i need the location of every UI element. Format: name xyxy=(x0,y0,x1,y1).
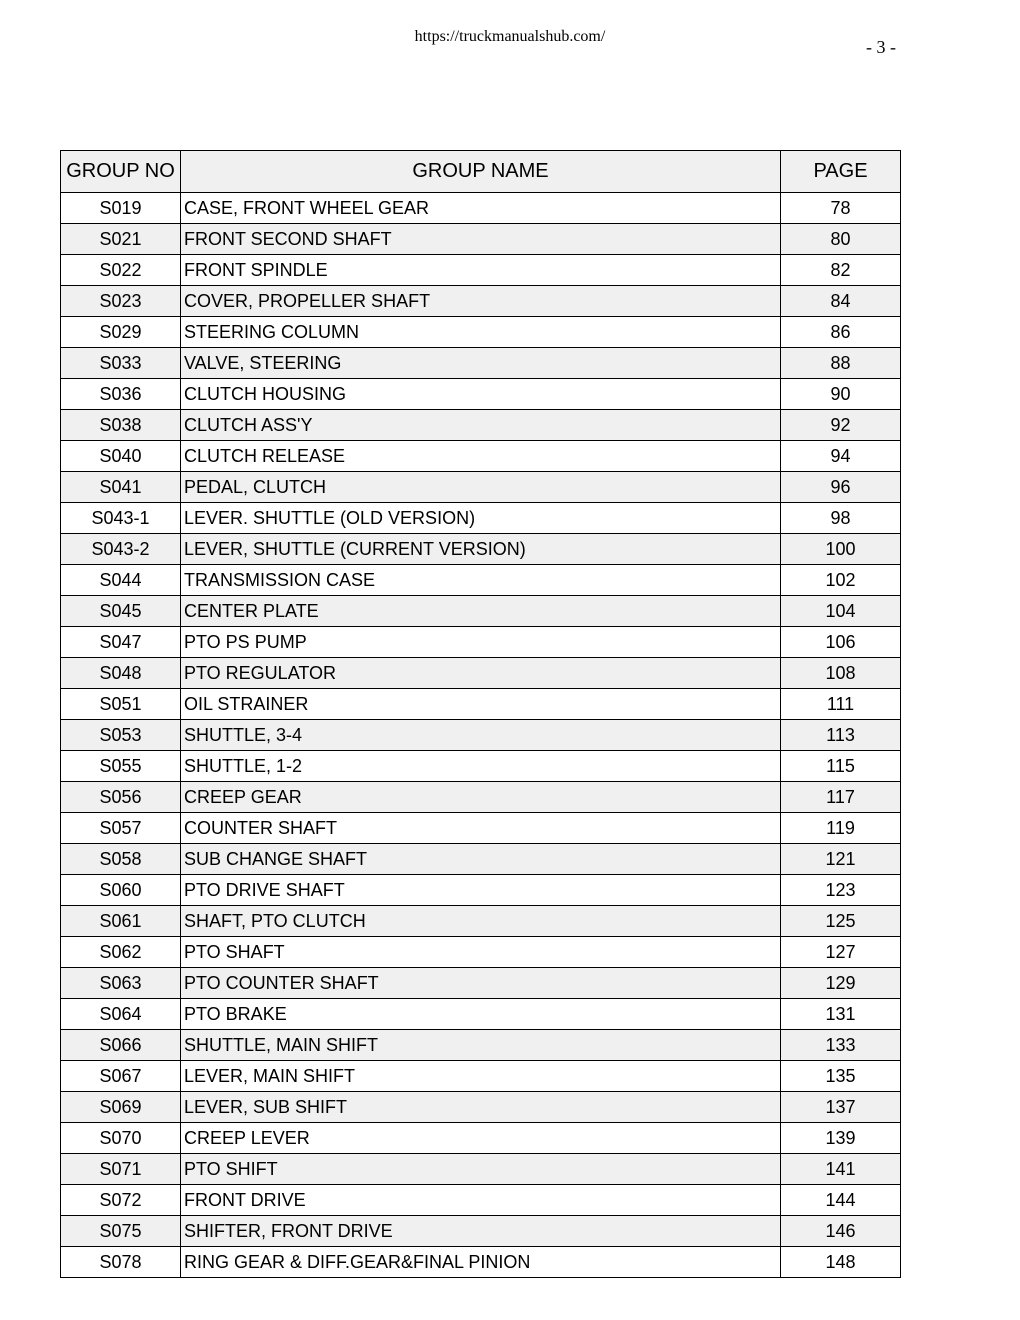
page-cell: 135 xyxy=(781,1061,901,1092)
page-cell: 104 xyxy=(781,596,901,627)
page-cell: 100 xyxy=(781,534,901,565)
group-no-cell: S021 xyxy=(61,224,181,255)
page-cell: 129 xyxy=(781,968,901,999)
table-row xyxy=(61,1216,901,1247)
group-no-cell: S063 xyxy=(61,968,181,999)
page-cell: 137 xyxy=(781,1092,901,1123)
page-cell: 96 xyxy=(781,472,901,503)
group-name-cell: LEVER, SHUTTLE (CURRENT VERSION) xyxy=(181,534,781,565)
table-row xyxy=(61,379,901,410)
page-cell: 133 xyxy=(781,1030,901,1061)
group-name-cell: LEVER, SUB SHIFT xyxy=(181,1092,781,1123)
group-name-cell: CLUTCH ASS'Y xyxy=(181,410,781,441)
table-row xyxy=(61,472,901,503)
page-cell: 115 xyxy=(781,751,901,782)
group-name-cell: PTO BRAKE xyxy=(181,999,781,1030)
header-url: https://truckmanualshub.com/ xyxy=(414,28,606,45)
group-no-cell: S045 xyxy=(61,596,181,627)
group-no-cell: S038 xyxy=(61,410,181,441)
table-row xyxy=(61,689,901,720)
group-no-cell: S044 xyxy=(61,565,181,596)
group-name-cell: PTO REGULATOR xyxy=(181,658,781,689)
group-name-cell: CREEP GEAR xyxy=(181,782,781,813)
page-cell: 106 xyxy=(781,627,901,658)
group-name-cell: SHUTTLE, 3-4 xyxy=(181,720,781,751)
table-row xyxy=(61,720,901,751)
group-no-cell: S056 xyxy=(61,782,181,813)
page-cell: 94 xyxy=(781,441,901,472)
page-cell: 90 xyxy=(781,379,901,410)
page-cell: 88 xyxy=(781,348,901,379)
table-row xyxy=(61,410,901,441)
table-row xyxy=(61,193,901,224)
table-row xyxy=(61,286,901,317)
page-cell: 113 xyxy=(781,720,901,751)
group-no-cell: S041 xyxy=(61,472,181,503)
group-name-cell: FRONT SECOND SHAFT xyxy=(181,224,781,255)
group-name-cell: CLUTCH HOUSING xyxy=(181,379,781,410)
table-row xyxy=(61,1247,901,1278)
group-no-cell: S075 xyxy=(61,1216,181,1247)
group-no-cell: S055 xyxy=(61,751,181,782)
group-no-cell: S062 xyxy=(61,937,181,968)
group-no-cell: S033 xyxy=(61,348,181,379)
table-row xyxy=(61,1061,901,1092)
table-row xyxy=(61,782,901,813)
page-cell: 146 xyxy=(781,1216,901,1247)
table-row xyxy=(61,224,901,255)
page-cell: 78 xyxy=(781,193,901,224)
page-cell: 86 xyxy=(781,317,901,348)
group-name-cell: VALVE, STEERING xyxy=(181,348,781,379)
group-name-cell: PTO COUNTER SHAFT xyxy=(181,968,781,999)
table-header-row xyxy=(61,151,901,193)
group-no-cell: S023 xyxy=(61,286,181,317)
page-cell: 141 xyxy=(781,1154,901,1185)
page-cell: 92 xyxy=(781,410,901,441)
table-row xyxy=(61,875,901,906)
group-name-cell: CREEP LEVER xyxy=(181,1123,781,1154)
page-cell: 139 xyxy=(781,1123,901,1154)
table-row xyxy=(61,441,901,472)
group-name-cell: RING GEAR & DIFF.GEAR&FINAL PINION xyxy=(181,1247,781,1278)
page-cell: 117 xyxy=(781,782,901,813)
group-no-cell: S057 xyxy=(61,813,181,844)
group-name-cell: PTO SHIFT xyxy=(181,1154,781,1185)
column-header-group-no: GROUP NO xyxy=(61,151,181,193)
table-row xyxy=(61,534,901,565)
page-cell: 125 xyxy=(781,906,901,937)
page-cell: 131 xyxy=(781,999,901,1030)
group-no-cell: S066 xyxy=(61,1030,181,1061)
column-header-page: PAGE xyxy=(781,151,901,193)
group-no-cell: S067 xyxy=(61,1061,181,1092)
group-name-cell: CENTER PLATE xyxy=(181,596,781,627)
table-row xyxy=(61,317,901,348)
table-row xyxy=(61,1185,901,1216)
group-no-cell: S070 xyxy=(61,1123,181,1154)
table-row xyxy=(61,1092,901,1123)
table-row xyxy=(61,596,901,627)
group-name-cell: PTO DRIVE SHAFT xyxy=(181,875,781,906)
group-name-cell: CASE, FRONT WHEEL GEAR xyxy=(181,193,781,224)
page-cell: 144 xyxy=(781,1185,901,1216)
table-row xyxy=(61,348,901,379)
group-no-cell: S047 xyxy=(61,627,181,658)
group-name-cell: OIL STRAINER xyxy=(181,689,781,720)
table-row xyxy=(61,627,901,658)
column-header-group-name: GROUP NAME xyxy=(181,151,781,193)
page-cell: 123 xyxy=(781,875,901,906)
page-cell: 82 xyxy=(781,255,901,286)
table-row xyxy=(61,906,901,937)
table-body xyxy=(61,193,901,1278)
group-no-cell: S036 xyxy=(61,379,181,410)
group-name-cell: FRONT SPINDLE xyxy=(181,255,781,286)
group-name-cell: COVER, PROPELLER SHAFT xyxy=(181,286,781,317)
group-name-cell: PTO PS PUMP xyxy=(181,627,781,658)
group-name-cell: SUB CHANGE SHAFT xyxy=(181,844,781,875)
table-row xyxy=(61,751,901,782)
group-name-cell: SHAFT, PTO CLUTCH xyxy=(181,906,781,937)
page-cell: 148 xyxy=(781,1247,901,1278)
group-no-cell: S078 xyxy=(61,1247,181,1278)
page-cell: 84 xyxy=(781,286,901,317)
group-name-cell: SHUTTLE, 1-2 xyxy=(181,751,781,782)
group-no-cell: S048 xyxy=(61,658,181,689)
group-no-cell: S043-2 xyxy=(61,534,181,565)
group-name-cell: FRONT DRIVE xyxy=(181,1185,781,1216)
table-row xyxy=(61,813,901,844)
group-no-cell: S061 xyxy=(61,906,181,937)
page-cell: 119 xyxy=(781,813,901,844)
group-name-cell: LEVER, MAIN SHIFT xyxy=(181,1061,781,1092)
group-no-cell: S069 xyxy=(61,1092,181,1123)
table-row xyxy=(61,1123,901,1154)
group-no-cell: S022 xyxy=(61,255,181,286)
group-no-cell: S043-1 xyxy=(61,503,181,534)
page-cell: 80 xyxy=(781,224,901,255)
group-name-cell: SHIFTER, FRONT DRIVE xyxy=(181,1216,781,1247)
page-cell: 121 xyxy=(781,844,901,875)
page-cell: 111 xyxy=(781,689,901,720)
group-no-cell: S064 xyxy=(61,999,181,1030)
table-row xyxy=(61,503,901,534)
group-name-cell: TRANSMISSION CASE xyxy=(181,565,781,596)
group-no-cell: S060 xyxy=(61,875,181,906)
group-no-cell: S072 xyxy=(61,1185,181,1216)
table-row xyxy=(61,565,901,596)
table-row xyxy=(61,255,901,286)
page-number: - 3 - xyxy=(866,37,896,57)
group-no-cell: S058 xyxy=(61,844,181,875)
page-cell: 108 xyxy=(781,658,901,689)
page-cell: 127 xyxy=(781,937,901,968)
group-name-cell: SHUTTLE, MAIN SHIFT xyxy=(181,1030,781,1061)
page-cell: 102 xyxy=(781,565,901,596)
group-name-cell: LEVER. SHUTTLE (OLD VERSION) xyxy=(181,503,781,534)
group-no-cell: S053 xyxy=(61,720,181,751)
group-no-cell: S040 xyxy=(61,441,181,472)
group-name-cell: STEERING COLUMN xyxy=(181,317,781,348)
group-name-cell: PEDAL, CLUTCH xyxy=(181,472,781,503)
table-row xyxy=(61,658,901,689)
group-name-cell: CLUTCH RELEASE xyxy=(181,441,781,472)
group-index-table xyxy=(60,150,901,1278)
table-row xyxy=(61,968,901,999)
group-no-cell: S029 xyxy=(61,317,181,348)
group-no-cell: S019 xyxy=(61,193,181,224)
table-row xyxy=(61,937,901,968)
table-row xyxy=(61,1030,901,1061)
group-no-cell: S051 xyxy=(61,689,181,720)
group-name-cell: COUNTER SHAFT xyxy=(181,813,781,844)
table-row xyxy=(61,844,901,875)
group-name-cell: PTO SHAFT xyxy=(181,937,781,968)
page-cell: 98 xyxy=(781,503,901,534)
table-row xyxy=(61,1154,901,1185)
group-no-cell: S071 xyxy=(61,1154,181,1185)
table-row xyxy=(61,999,901,1030)
